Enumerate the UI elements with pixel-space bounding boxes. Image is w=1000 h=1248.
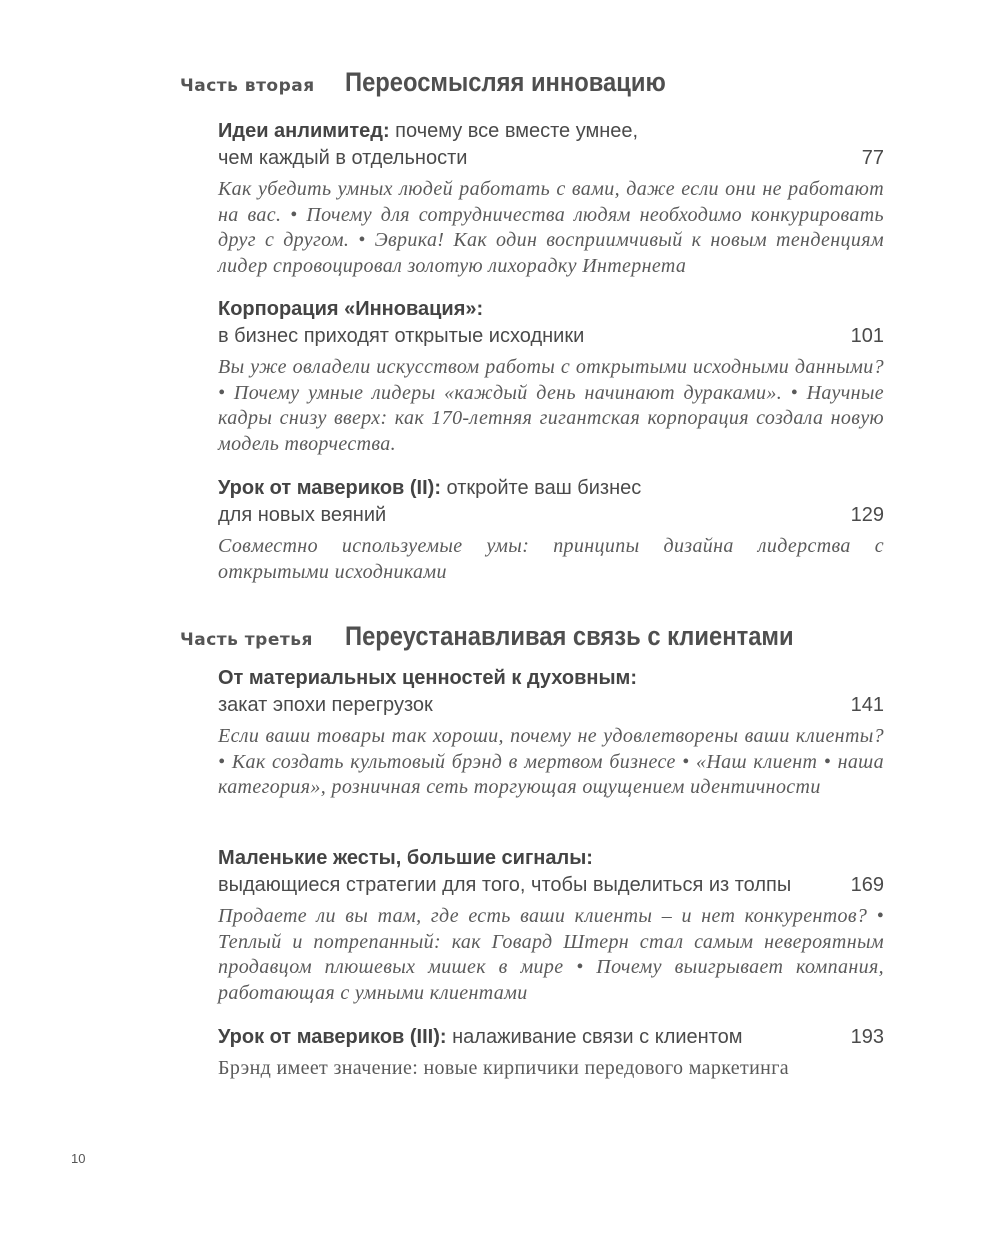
entry-title-bold: Корпорация «Инновация»: — [218, 298, 484, 320]
entry-title-line — [218, 1024, 884, 1051]
entry-description: Если ваши товары так хороши, почему не удовлетворены ваши клиенты? • Как создать культовый брэнд в мертвом бизнесе • «Наш клиент • наша категория», розничная сеть торгующая ощущением идентичности — [218, 725, 884, 798]
entry-description: Совместно используемые умы: принципы дизайна лидерства с открытыми исходниками — [218, 535, 884, 583]
page-number: 141 — [850, 694, 884, 716]
entry-description: Как убедить умных людей работать с вами, даже если они не работают на вас. • Почему для сотрудничества людям необходимо конкурировать друг с другом. • Эврика! Как один восприимчивый к новым тенденциям лидер спровоцировал золотую лихорадку Интернета — [218, 178, 884, 277]
part-title: Переустанавливая связь с клиентами — [345, 621, 794, 651]
entry-title-rest: почему все вместе умнее, — [389, 120, 639, 142]
toc-entry[interactable] — [218, 665, 884, 801]
page-number: 169 — [850, 874, 884, 896]
entry-title-rest: откройте ваш бизнес — [440, 477, 642, 499]
entry-title-continued: закат эпохи перегрузок — [218, 694, 433, 716]
part-title: Переосмысляя инновацию — [345, 67, 666, 97]
entry-title-line — [218, 118, 884, 145]
entry-title-line — [218, 475, 884, 502]
entry-title-continued: для новых веяний — [218, 504, 387, 526]
part-three-header — [0, 614, 1000, 654]
page-number: 129 — [850, 504, 884, 526]
entry-title-continued: в бизнес приходят открытые исходники — [218, 325, 585, 347]
entry-title-line — [218, 296, 884, 323]
entry-title-line — [218, 845, 884, 872]
entry-title-line — [218, 145, 884, 172]
toc-entry[interactable] — [218, 118, 884, 279]
entry-title-line — [218, 665, 884, 692]
entry-title-line — [218, 323, 884, 350]
entry-title-rest: налаживание связи с клиентом — [446, 1026, 743, 1048]
entry-title-bold: Маленькие жесты, большие сигналы: — [218, 847, 593, 869]
page-number: 193 — [850, 1026, 884, 1048]
entry-title-line — [218, 872, 884, 899]
entry-description: Продаете ли вы там, где есть ваши клиенты – и нет конкурентов? • Теплый и потрепанный: как Говард Штерн стал самым невероятным продавцом плюшевых мишек в мире • Почему выигрывает компания, работающая с умными клиентами — [218, 905, 884, 1004]
part-label: Часть вторая — [180, 76, 315, 96]
part-label: Часть третья — [180, 630, 313, 650]
entry-title-continued: чем каждый в отдельности — [218, 147, 468, 169]
entry-title-line — [218, 502, 884, 529]
entry-title-bold: Урок от мавериков (II): — [218, 477, 441, 499]
folio-page-number: 10 — [71, 1151, 86, 1166]
toc-entry[interactable] — [218, 845, 884, 1006]
part-two-header — [0, 60, 1000, 100]
page-number: 77 — [861, 147, 884, 169]
toc-entry[interactable] — [218, 296, 884, 457]
entry-description: Вы уже овладели искусством работы с открытыми исходными данными? • Почему умные лидеры «каждый день начинают дураками». • Научные кадры снизу вверх: как 170-летняя гигантская корпорация создала новую модель творчества. — [218, 356, 884, 455]
toc-entry[interactable] — [218, 1024, 884, 1082]
toc-entry[interactable] — [218, 475, 884, 585]
entry-title-line — [218, 692, 884, 719]
entry-title-continued: выдающиеся стратегии для того, чтобы выделиться из толпы — [218, 874, 792, 896]
entry-title-bold: От материальных ценностей к духовным: — [218, 667, 638, 689]
page-number: 101 — [850, 325, 884, 347]
entry-title-bold: Идеи анлимитед: — [218, 120, 390, 142]
entry-description: Брэнд имеет значение: новые кирпичики передового маркетинга — [218, 1057, 789, 1079]
entry-title-bold: Урок от мавериков (III): — [218, 1026, 447, 1048]
